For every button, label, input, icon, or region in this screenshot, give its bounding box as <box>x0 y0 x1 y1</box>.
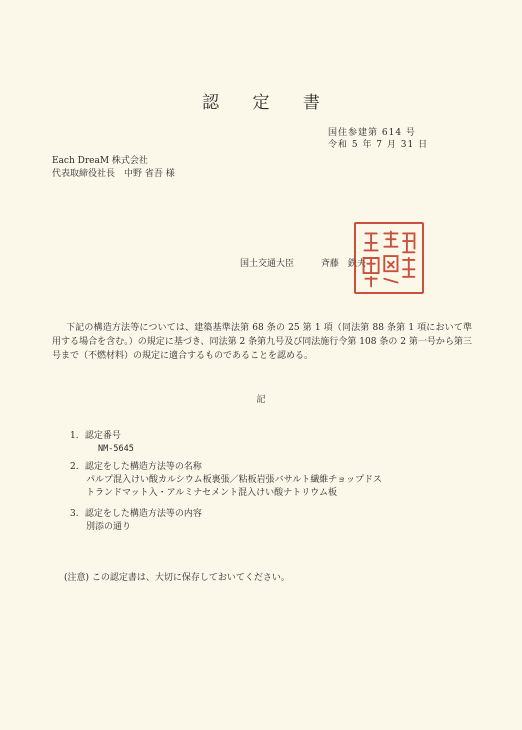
item-1-number: 1. <box>70 431 79 441</box>
item-2-value-line-1: パルプ混入けい酸カルシウム板裏張／粘板岩張バサルト繊維チョップドス <box>86 475 382 485</box>
addressee-company: Each DreaM 株式会社 <box>52 156 148 166</box>
issuer-title: 国土交通大臣 <box>240 259 295 269</box>
item-1 <box>70 430 121 443</box>
addressee-person: 代表取締役社長 中野 省吾 様 <box>52 169 175 179</box>
ki-heading: 記 <box>256 395 266 405</box>
item-1-label: 認定番号 <box>84 431 121 441</box>
issuer-name: 斉藤 鉄夫 <box>320 259 366 269</box>
item-1-value: NM-5645 <box>98 444 134 454</box>
item-2-value-line-2: トランドマット入・アルミナセメント混入けい酸ナトリウム板 <box>86 488 338 498</box>
certification-statement: 下記の構造方法等については、建築基準法第 68 条の 25 第 1 項（同法第 88 条第 1 項において準用する場合を含む。）の規定に基づき、同法第 2 条第九号及び同法施行令第 108 条の 2 第一号から第三号まで（不燃材料）の規定に適合するものであることを認める。 <box>52 323 472 361</box>
reference-number: 国住参建第 614 号 <box>328 128 416 138</box>
caution-note: (注意) この認定書は、大切に保存しておいてください。 <box>64 573 290 583</box>
item-2 <box>70 461 202 474</box>
item-3-value: 別添の通り <box>86 522 132 532</box>
item-3-label: 認定をした構造方法等の内容 <box>84 509 202 519</box>
item-3-number: 3. <box>70 509 79 519</box>
seal-graphic <box>356 224 422 292</box>
item-2-label: 認定をした構造方法等の名称 <box>84 462 202 472</box>
item-3 <box>70 508 202 521</box>
issue-date: 令和 5 年 7 月 31 日 <box>328 140 429 150</box>
issuer <box>240 256 366 269</box>
official-seal <box>354 222 424 294</box>
document-title: 認 定 書 <box>202 93 334 113</box>
item-2-number: 2. <box>70 462 79 472</box>
